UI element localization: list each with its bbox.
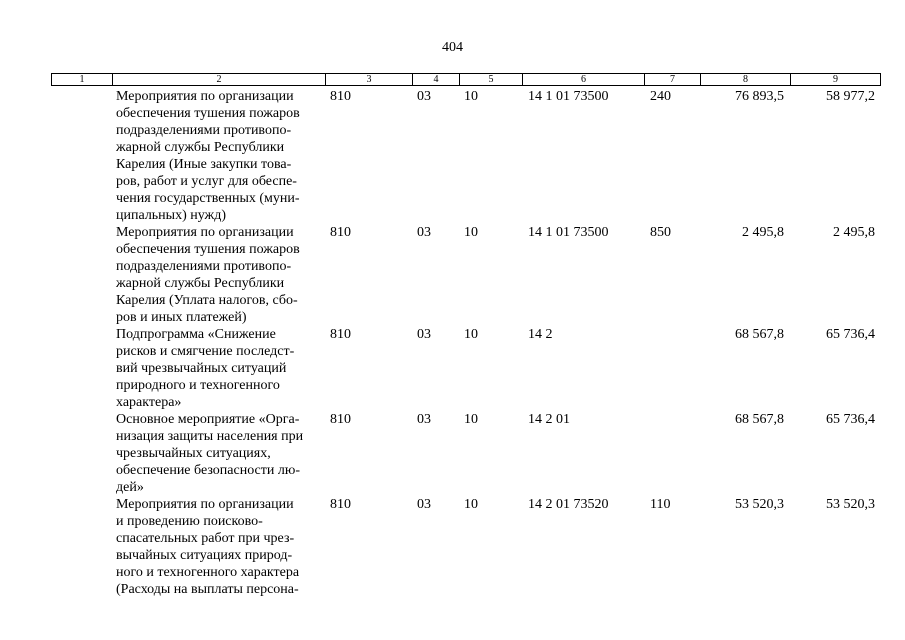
amount-col-8: 68 567,8 [735,327,784,342]
subsection-code: 10 [464,497,478,512]
description-line: вий чрезвычайных ситуаций [116,361,287,376]
description-line: рисков и смягчение последст- [116,344,295,359]
column-header-4: 4 [413,74,460,86]
description-line: и проведению поисково- [116,514,263,529]
ministry-code: 810 [330,89,351,104]
description-line: ципальных) нужд) [116,208,227,223]
table-row [51,224,879,326]
description-line: подразделениями противопо- [116,123,292,138]
column-header-table [51,73,881,86]
expense-type-code: 850 [650,225,671,240]
table-row [51,411,879,496]
target-article-code: 14 1 01 73500 [528,89,609,104]
table-row [51,496,879,598]
row-description [116,496,328,598]
expense-type-code: 240 [650,89,671,104]
ministry-code: 810 [330,497,351,512]
row-description [116,224,328,326]
description-line: Мероприятия по организации [116,497,294,512]
description-line: дей» [116,480,144,495]
amount-col-8: 76 893,5 [735,89,784,104]
budget-table-body [51,88,879,598]
column-header-3: 3 [326,74,413,86]
ministry-code: 810 [330,412,351,427]
description-line: природного и техногенного [116,378,280,393]
subsection-code: 10 [464,327,478,342]
column-header-8: 8 [701,74,791,86]
description-line: чрезвычайных ситуациях, [116,446,271,461]
target-article-code: 14 2 01 73520 [528,497,609,512]
section-code: 03 [417,497,431,512]
table-row [51,88,879,224]
amount-col-8: 2 495,8 [742,225,784,240]
description-line: жарной службы Республики [116,276,285,291]
description-line: обеспечения тушения пожаров [116,106,300,121]
page-number: 404 [442,40,463,55]
row-description [116,411,328,496]
amount-col-9: 65 736,4 [826,327,875,342]
subsection-code: 10 [464,225,478,240]
description-line: чения государственных (муни- [116,191,300,206]
row-description [116,326,328,411]
expense-type-code: 110 [650,497,671,512]
column-header-5: 5 [460,74,523,86]
description-line: Карелия (Иные закупки това- [116,157,292,172]
section-code: 03 [417,89,431,104]
description-line: Карелия (Уплата налогов, сбо- [116,293,298,308]
column-header-6: 6 [523,74,645,86]
target-article-code: 14 2 [528,327,553,342]
amount-col-9: 2 495,8 [833,225,875,240]
column-header-1: 1 [52,74,113,86]
row-description [116,88,328,224]
subsection-code: 10 [464,89,478,104]
description-line: Мероприятия по организации [116,225,294,240]
description-line: обеспечение безопасности лю- [116,463,300,478]
description-line: ров и иных платежей) [116,310,247,325]
target-article-code: 14 2 01 [528,412,570,427]
section-code: 03 [417,327,431,342]
amount-col-9: 65 736,4 [826,412,875,427]
table-row [51,326,879,411]
description-line: Подпрограмма «Снижение [116,327,276,342]
description-line: (Расходы на выплаты персона- [116,582,299,597]
description-line: низация защиты населения при [116,429,304,444]
description-line: обеспечения тушения пожаров [116,242,300,257]
description-line: спасательных работ при чрез- [116,531,295,546]
description-line: вычайных ситуациях природ- [116,548,293,563]
description-line: подразделениями противопо- [116,259,292,274]
description-line: Основное мероприятие «Орга- [116,412,300,427]
amount-col-8: 68 567,8 [735,412,784,427]
subsection-code: 10 [464,412,478,427]
amount-col-9: 58 977,2 [826,89,875,104]
target-article-code: 14 1 01 73500 [528,225,609,240]
description-line: жарной службы Республики [116,140,285,155]
amount-col-9: 53 520,3 [826,497,875,512]
description-line: ного и техногенного характера [116,565,300,580]
ministry-code: 810 [330,327,351,342]
ministry-code: 810 [330,225,351,240]
column-header-2: 2 [113,74,326,86]
description-line: характера» [116,395,182,410]
description-line: ров, работ и услуг для обеспе- [116,174,297,189]
column-header-9: 9 [791,74,881,86]
amount-col-8: 53 520,3 [735,497,784,512]
section-code: 03 [417,225,431,240]
section-code: 03 [417,412,431,427]
column-header-7: 7 [645,74,701,86]
description-line: Мероприятия по организации [116,89,294,104]
